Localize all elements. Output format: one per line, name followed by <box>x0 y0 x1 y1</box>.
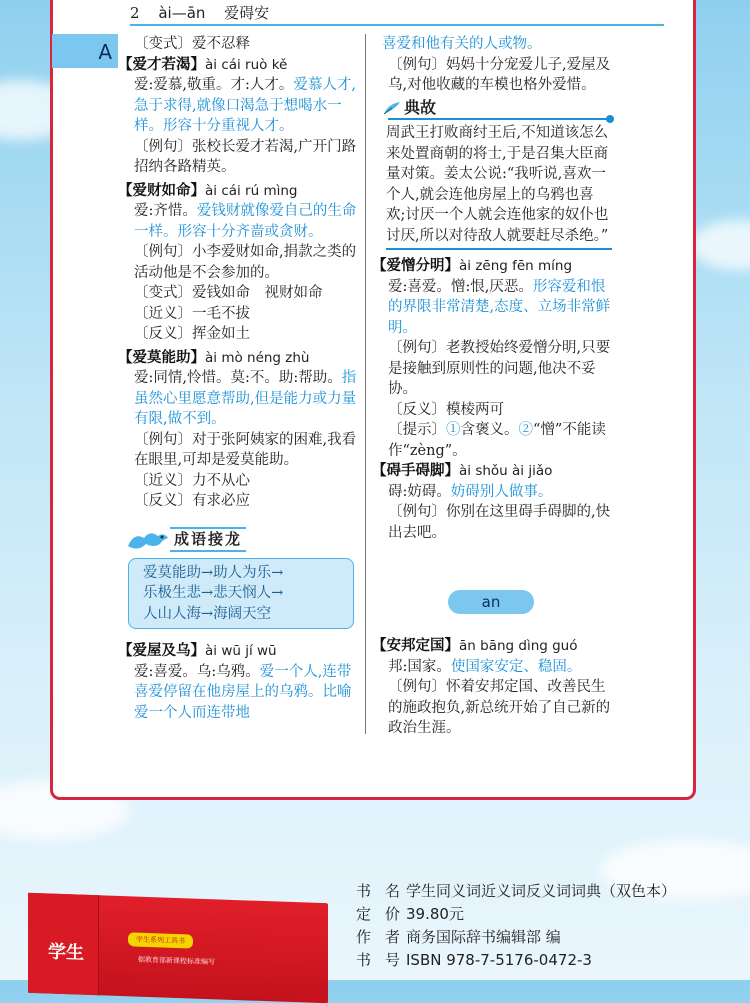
book-info <box>356 880 676 972</box>
meaning: 使国家安定、稳固。 <box>450 658 582 675</box>
example: 〔例句〕你别在这里碍手碍脚的,快出去吧。 <box>388 504 611 541</box>
headword: 【爱财如命】 <box>118 181 205 199</box>
header-rule <box>130 24 664 26</box>
cover-subtitle: 据教育部新课程标准编写 <box>138 955 215 967</box>
page-number: 2 <box>130 4 140 22</box>
meaning-continued: 喜爱和他有关的人或物。 <box>382 36 542 52</box>
headword: 【爱才若渴】 <box>118 55 205 73</box>
sky-cloud <box>690 220 750 270</box>
right-column-lower <box>372 636 612 739</box>
example: 〔例句〕对于张阿姨家的困难,我看在眼里,可却是爱莫能助。 <box>134 431 357 468</box>
meaning: 爱钱财就像爱自己的生命一样。形容十分齐啬或贪财。 <box>134 203 357 240</box>
running-head <box>130 2 283 23</box>
gloss: 爱:喜爱。憎:恨,厌恶。 <box>388 278 533 295</box>
synonym-line: 〔近义〕一毛不拔 <box>134 305 250 322</box>
allusion-title: 典故 <box>404 97 437 117</box>
variant-line: 〔变式〕爱不忍释 <box>134 36 250 52</box>
gloss: 爱:齐惜。 <box>134 203 197 219</box>
variant-line: 〔变式〕爱钱如命 视财如命 <box>134 285 323 301</box>
entry-ai-mo-neng-zhu <box>118 348 362 512</box>
quill-icon <box>382 100 402 116</box>
example: 〔例句〕小李爱财如命,捐款之类的活动他是不会参加的。 <box>134 244 357 281</box>
gloss: 爱:同情,怜惜。莫:不。助:帮助。 <box>134 370 342 386</box>
section-label-an: an <box>448 590 534 614</box>
thumb-index-tab[interactable]: A <box>52 34 118 68</box>
entry-ai-cai-ruo-ke <box>118 55 362 178</box>
chain-line: 乐极生悲→悲天悯人→ <box>143 585 284 601</box>
allusion-header <box>372 98 612 119</box>
chain-line: 人山人海→海阔天空 <box>143 605 272 622</box>
gloss: 爱:喜爱。乌:乌鸦。 <box>134 663 260 680</box>
right-column <box>372 34 612 543</box>
book-info-row: 书名学生同义词近义词反义词词典（双色本） <box>356 882 677 900</box>
pinyin: ài cái ruò kě <box>205 56 288 73</box>
allusion-rule <box>388 118 612 120</box>
left-column <box>118 34 362 723</box>
allusion-text: 周武王打败商纣王后,不知道该怎么来处置商朝的将士,于是召集大臣商量对策。姜太公说:“我听说,喜欢一个人,就会连他房屋上的乌鸦也喜欢;讨厌一个人就会连他家的奴仆也讨厌,所以对待敌人就要赶尽杀绝。” <box>386 125 609 244</box>
allusion-bottom-rule <box>386 248 612 250</box>
pinyin: ài wū jí wū <box>205 643 277 659</box>
gloss: 邦:国家。 <box>388 658 451 675</box>
entry-ai-cai-ru-ming <box>118 181 362 345</box>
antonym-line: 〔反义〕有求必应 <box>134 493 250 509</box>
example: 〔例句〕妈妈十分宠爱儿子,爱屋及乌,对他收藏的车模也格外爱惜。 <box>388 56 611 93</box>
example: 〔例句〕老教授始终爱憎分明,只要是接触到原则性的问题,他决不妥协。 <box>388 340 611 397</box>
pinyin: ài cái rú mìng <box>205 182 298 199</box>
head-chars: 爱碍安 <box>224 4 270 22</box>
pinyin: ān bāng dìng guó <box>459 638 578 654</box>
headword: 【碍手碍脚】 <box>372 462 459 479</box>
entry-ai-shou-ai-jiao <box>372 461 612 543</box>
idiom-chain-title: 成语接龙 <box>170 527 246 552</box>
cover-title: 学生 <box>48 941 84 964</box>
headword: 【爱屋及乌】 <box>118 642 205 659</box>
column-divider <box>365 34 366 734</box>
pinyin: ài mò néng zhù <box>205 349 310 366</box>
book-info-row: 作者商务国际辞书编辑部 编 <box>356 928 561 946</box>
pinyin: ài zēng fēn míng <box>459 258 573 274</box>
entry-an-bang-ding-guo <box>372 636 612 739</box>
meaning: 指虽然心里愿意帮助,但是能力或力量有限,做不到。 <box>134 370 357 427</box>
example: 〔例句〕张校长爱才若渴,广开门路招纳各路精英。 <box>134 138 357 175</box>
gloss: 爱:爱慕,敬重。才:人才。 <box>134 77 294 93</box>
entry-ai-wu-ji-wu <box>118 641 362 723</box>
antonym-line: 〔反义〕挥金如土 <box>134 326 250 342</box>
example: 〔例句〕怀着安邦定国、改善民生的施政抱负,新总统开始了自己新的政治生涯。 <box>388 679 611 736</box>
book-info-row: 定价39.80元 <box>356 905 464 923</box>
meaning: 爱慕人才,急于求得,就像口渴急于想喝水一样。形容十分重视人才。 <box>134 77 356 134</box>
gloss: 碍:妨碍。 <box>388 483 451 500</box>
antonym-line: 〔反义〕模棱两可 <box>388 401 504 418</box>
cover-badge: 学生系列工具书 <box>128 932 193 948</box>
tip-line: 〔提示〕①含褒义。②“憎”不能读作“zèng”。 <box>388 422 606 459</box>
dragon-icon <box>126 526 170 554</box>
meaning: 形容爱和恨的界限非常清楚,态度、立场非常鲜明。 <box>388 278 611 336</box>
headword: 【安邦定国】 <box>372 637 459 654</box>
chain-line: 爱莫能助→助人为乐→ <box>143 564 284 581</box>
entry-ai-zeng-fen-ming <box>372 256 612 461</box>
head-pinyin: ài—ān <box>158 4 206 22</box>
meaning: 妨碍别人做事。 <box>450 483 553 500</box>
book-info-row: 书号ISBN 978-7-5176-0472-3 <box>356 951 592 969</box>
pinyin: ài shǒu ài jiǎo <box>459 463 553 479</box>
synonym-line: 〔近义〕力不从心 <box>134 472 250 489</box>
idiom-chain-header <box>126 526 362 554</box>
idiom-chain-box <box>128 558 354 630</box>
meaning: 爱一个人,连带喜爱停留在他房屋上的乌鸦。比喻爱一个人而连带地 <box>134 663 352 721</box>
book-cover <box>28 893 328 1003</box>
headword: 【爱憎分明】 <box>372 257 459 274</box>
headword: 【爱莫能助】 <box>118 348 205 366</box>
